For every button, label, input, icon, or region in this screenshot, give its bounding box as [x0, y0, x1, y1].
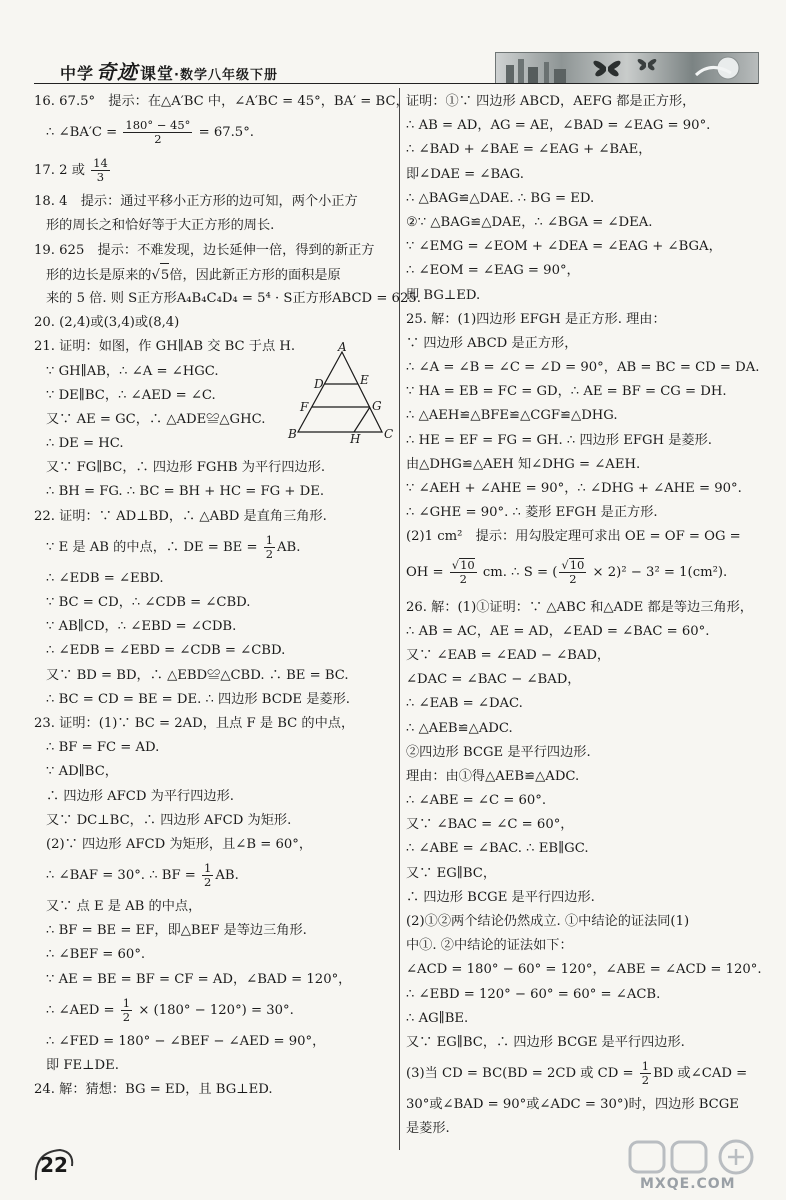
text-line: (3)当 CD = BC(BD = 2CD 或 CD = $\frac{1}{2}$ BD 或∠CAD =	[406, 1059, 748, 1088]
text-line: ∴ ∠AED = $\frac{1}{2}$ × (180° − 120°) = 30°.	[46, 995, 294, 1024]
text-line: 又∵ BD = BD，∴ △EBD≌△CBD. ∴ BE = BC.	[46, 667, 349, 683]
answer-16-formula: ∴ ∠BA′C = $\frac{180^\circ - 45^\circ}{2}$ = 67.5°.	[46, 118, 254, 147]
fraction: $\frac{√10}{2}$	[451, 558, 475, 587]
answer-25-line: 25. 解：(1)四边形 EFGH 是正方形. 理由：	[406, 311, 666, 327]
page-header	[0, 0, 786, 90]
answer-16-line: 16. 67.5° 提示：在△A′BC 中，∠A′BC = 45°，BA′ = BC，	[34, 94, 409, 109]
text-line: ∵ GH∥AB，∴ ∠A = ∠HGC.	[46, 363, 219, 379]
fraction: $\frac{1}{2}$	[265, 532, 274, 561]
text-line: ∴ ∠BAF = 30°. ∴ BF = $\frac{1}{2}$ AB.	[46, 861, 239, 890]
text-line: ∴ ∠EDB = ∠EBD.	[46, 570, 164, 586]
text-line: 中①. ②中结论的证法如下：	[406, 938, 573, 954]
text-line: 形的周长之和恰好等于大正方形的周长.	[46, 218, 275, 234]
text-line: ∴ ∠BEF = 60°.	[46, 947, 146, 963]
text-line: ∴ ∠BAD + ∠BAE = ∠EAG + ∠BAE，	[406, 142, 652, 158]
text-line: ∴ ∠ABE = ∠C = 60°.	[406, 793, 547, 809]
figure-label: F	[300, 400, 309, 414]
brand-title	[60, 56, 278, 85]
text-line: ∴ ∠FED = 180° − ∠BEF − ∠AED = 90°，	[46, 1033, 326, 1049]
text-line: 来的 5 倍. 则 S正方形A₄B₄C₄D₄ = 5⁴ · S正方形ABCD = 625.	[46, 290, 421, 306]
text-line: ∵ AD∥BC，	[46, 764, 118, 780]
answer-23-line: 23. 证明：(1)∵ BC = 2AD，且点 F 是 BC 的中点，	[34, 715, 355, 731]
text-line: ②四边形 BCGE 是平行四边形.	[406, 744, 591, 760]
text-line: 是菱形.	[406, 1121, 450, 1137]
text-line: ∠ACD = 180° − 60° = 120°，∠ABE = ∠ACD = 120°.	[406, 962, 762, 978]
text-line: ∵ HA = EB = FC = GD，∴ AE = BF = CG = DH.	[406, 384, 727, 400]
brand-prefix: 中学	[60, 64, 95, 83]
text-line: 又∵ ∠BAC = ∠C = 60°，	[406, 817, 574, 833]
answer-24-line: 24. 解：猜想：BG = ED，且 BG⊥ED.	[34, 1082, 273, 1098]
text-line: 又∵ AE = GC，∴ △ADE≌△GHC.	[46, 411, 266, 427]
figure-label: B	[288, 427, 297, 441]
text-line: 又∵ DC⊥BC，∴ 四边形 AFCD 为矩形.	[46, 812, 292, 828]
text-line: ∴ 四边形 BCGE 是平行四边形.	[406, 889, 595, 905]
fraction: $\frac{1}{2}$	[641, 1059, 650, 1088]
text-line: 即 FE⊥DE.	[46, 1058, 119, 1073]
text-line: 又∵ FG∥BC，∴ 四边形 FGHB 为平行四边形.	[46, 460, 326, 476]
text-line: 又∵ 点 E 是 AB 的中点，	[46, 899, 202, 915]
butterfly-icon	[593, 61, 620, 77]
text-line: ∴ △BAG≌△DAE. ∴ BG = ED.	[406, 190, 595, 206]
text-line: 又∵ EG∥BC，∴ 四边形 BCGE 是平行四边形.	[406, 1034, 685, 1050]
text-line: ∵ ∠EMG = ∠EOM + ∠DEA = ∠EAG + ∠BGA，	[406, 239, 722, 255]
text-line: ∵ E 是 AB 的中点，∴ DE = BE = $\frac{1}{2}$ AB.	[46, 532, 301, 561]
text-line: 理由：由①得△AEB≌△ADC.	[406, 768, 580, 784]
figure-label: G	[372, 399, 382, 413]
text-line: ∴ ∠EOM = ∠EAG = 90°，	[406, 263, 580, 279]
text-line: ∴ ∠GHE = 90°. ∴ 菱形 EFGH 是正方形.	[406, 505, 658, 521]
text-line: 由△DHG≌△AEH 知∠DHG = ∠AEH.	[406, 456, 641, 472]
geometry-figure-21	[288, 340, 400, 446]
text-line: ∴ 四边形 AFCD 为平行四边形.	[46, 788, 234, 804]
text-line: (2)∵ 四边形 AFCD 为矩形，且∠B = 60°，	[46, 836, 313, 852]
answer-18-line: 18. 4 提示：通过平移小正方形的边可知，两个小正方	[34, 194, 358, 210]
text-line: ∴ AG∥BE.	[406, 1010, 469, 1026]
fraction: $\frac{180^\circ - 45^\circ}{2}$	[125, 118, 191, 147]
text-line: 又∵ ∠EAB = ∠EAD − ∠BAD，	[406, 647, 611, 663]
text-line: ∴ BF = BE = EF，即△BEF 是等边三角形.	[46, 923, 307, 939]
page-number: 22	[40, 1153, 68, 1177]
fraction: $\frac{1}{2}$	[204, 861, 212, 890]
right-column	[406, 90, 762, 1142]
text-line: ∵ ∠AEH + ∠AHE = 90°，∴ ∠DHG + ∠AHE = 90°.	[406, 481, 742, 496]
text-line: (2)1 cm² 提示：用勾股定理可求出 OE = OF = OG =	[406, 529, 741, 545]
text-line: 证明：①∵ 四边形 ABCD，AEFG 都是正方形，	[406, 94, 696, 109]
watermark-text: MXQE.COM	[640, 1176, 736, 1192]
answer-17-line: 17. 2 或 $\frac{14}{3}$	[34, 156, 108, 185]
text-line: 即 BG⊥ED.	[406, 287, 481, 303]
text-line: 即∠DAE = ∠BAG.	[406, 166, 524, 182]
brand-suffix: 课堂	[140, 64, 175, 83]
text-line: ②∵ △BAG≌△DAE，∴ ∠BGA = ∠DEA.	[406, 214, 653, 230]
text-line: OH = $\frac{√10}{2}$ cm. ∴ S = ( $\frac{√10}{2}$ × 2)² − 3² = 1(cm²).	[406, 558, 728, 587]
answer-21-line: 21. 证明：如图，作 GH∥AB 交 BC 于点 H.	[34, 339, 296, 355]
text-line: (2)①②两个结论仍然成立. ①中结论的证法同(1)	[406, 914, 690, 929]
brand-logo: 奇迹	[96, 60, 139, 84]
column-divider	[399, 88, 400, 1150]
text-line: 又∵ EG∥BC，	[406, 865, 497, 881]
text-line: ∠DAC = ∠BAC − ∠BAD，	[406, 672, 581, 688]
text-line: ∴ BH = FG. ∴ BC = BH + HC = FG + DE.	[46, 484, 325, 500]
text-line: ∴ HE = EF = FG = GH. ∴ 四边形 EFGH 是菱形.	[406, 432, 712, 448]
text-line: ∵ AE = BE = BF = CF = AD，∠BAD = 120°，	[46, 971, 352, 987]
text-line: ∴ △AEH≌△BFE≌△CGF≌△DHG.	[406, 408, 618, 424]
figure-label: E	[360, 373, 369, 387]
text-line: ∴ ∠A = ∠B = ∠C = ∠D = 90°，AB = BC = CD = DA.	[406, 360, 760, 376]
text-line: ∴ DE = HC.	[46, 436, 124, 452]
fraction: $\frac{1}{2}$	[122, 995, 131, 1024]
text-line: ∴ AB = AD，AG = AE，∠BAD = ∠EAG = 90°.	[406, 118, 711, 134]
answer-22-line: 22. 证明：∵ AD⊥BD，∴ △ABD 是直角三角形.	[34, 508, 327, 524]
fraction: $\frac{14}{3}$	[93, 156, 108, 185]
answer-20-line: 20. (2,4)或(3,4)或(8,4)	[34, 315, 180, 331]
left-column	[34, 90, 421, 1102]
text-line: ∴ ∠EDB = ∠EBD = ∠CDB = ∠CBD.	[46, 643, 286, 659]
butterfly-small-icon	[638, 59, 657, 70]
figure-label: H	[350, 432, 361, 446]
text-line: ∴ ∠EAB = ∠DAC.	[406, 696, 523, 712]
text-line: ∴ BF = FC = AD.	[46, 740, 160, 756]
text-line: ∵ 四边形 ABCD 是正方形，	[406, 335, 578, 351]
text-line: ∵ AB∥CD，∴ ∠EBD = ∠CDB.	[46, 619, 237, 635]
header-rule	[34, 83, 758, 84]
book-subtitle: ·数学八年级下册	[174, 68, 278, 83]
text-line: 30°或∠BAD = 90°或∠ADC = 30°)时，四边形 BCGE	[406, 1097, 739, 1113]
text-line: ∵ BC = CD，∴ ∠CDB = ∠CBD.	[46, 595, 251, 610]
figure-label: D	[314, 377, 324, 391]
text-line: ∴ BC = CD = BE = DE. ∴ 四边形 BCDE 是菱形.	[46, 691, 350, 707]
watermark	[622, 1138, 778, 1194]
answer-19-line: 19. 625 提示：不难发现，边长延伸一倍，得到的新正方	[34, 242, 375, 258]
figure-label: C	[384, 427, 394, 441]
watermark-logo-icon	[622, 1138, 778, 1178]
text-line: ∴ △AEB≌△ADC.	[406, 720, 513, 736]
text-line: ∴ ∠EBD = 120° − 60° = 60° = ∠ACB.	[406, 986, 661, 1002]
fraction: $\frac{√10}{2}$	[561, 558, 585, 587]
header-banner-image	[495, 52, 759, 84]
figure-label: A	[338, 340, 347, 354]
answer-26-line: 26. 解：(1)①证明：∵ △ABC 和△ADE 都是等边三角形，	[406, 599, 753, 615]
text-line: ∴ ∠ABE = ∠BAC. ∴ EB∥GC.	[406, 841, 589, 857]
text-line: ∵ DE∥BC，∴ ∠AED = ∠C.	[46, 387, 216, 403]
text-line: 形的边长是原来的√5倍，因此新正方形的面积是原	[34, 263, 392, 287]
text-line: ∴ AB = AC，AE = AD，∠EAD = ∠BAC = 60°.	[406, 623, 710, 639]
